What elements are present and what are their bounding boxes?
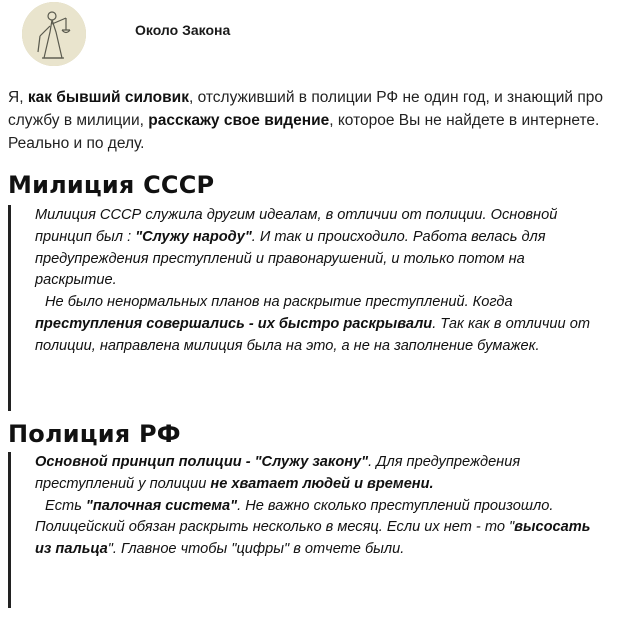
quote-paragraph [35, 496, 608, 561]
quote-block-rf [8, 452, 608, 608]
themis-statue-icon [22, 2, 86, 66]
quote-text: ". Главное чтобы "цифры" в отчете были. [107, 541, 405, 558]
quote-bold: преступления совершались - их быстро раскрывали [35, 315, 433, 332]
quote-paragraph [35, 452, 608, 496]
quote-text: . И так и происходило. Работа велась для предупреждения преступлений и правонарушений, и только потом на раскрытие. [35, 228, 546, 289]
quote-text: Есть [45, 497, 86, 514]
quote-block-ussr [8, 205, 608, 411]
intro-text: Я, [8, 89, 28, 106]
intro-text: , отслуживший в полиции РФ не один год, и знающий про службу в милиции, [8, 89, 603, 129]
quote-bold: высосать из пальца [35, 519, 591, 558]
quote-bold: "Служу народу" [135, 228, 252, 245]
quote-paragraph [35, 205, 608, 292]
intro-bold: как бывший силовик [27, 89, 189, 106]
author-name[interactable]: Около Закона [135, 22, 231, 38]
section-heading-ussr: Милиция СССР [8, 171, 215, 199]
quote-bold: не хватает людей и времени. [210, 475, 434, 492]
section-heading-rf: Полиция РФ [8, 420, 181, 448]
quote-paragraph [35, 292, 608, 357]
intro-bold: расскажу свое видение [148, 112, 330, 129]
quote-text: Не было ненормальных планов на раскрытие преступлений. Когда [45, 294, 513, 311]
intro-paragraph [8, 86, 614, 154]
quote-text: . Так как в отличии от полиции, направлена милиция была на это, а не на заполнение бумажек. [35, 315, 590, 354]
quote-text: . Не важно сколько преступлений произошло. Полицейский обязан раскрыть несколько в месяц. Если их нет - то " [35, 497, 554, 536]
quote-bold: "палочная система" [85, 497, 238, 514]
author-header [0, 0, 620, 70]
intro-text: , которое Вы не найдете в интернете. Реально и по делу. [8, 112, 600, 152]
quote-text: Милиция СССР служила другим идеалам, в отличии от полиции. Основной принцип был : [35, 207, 558, 245]
avatar[interactable] [22, 2, 86, 66]
quote-text: . Для предупреждения преступлений у полиции [35, 454, 521, 492]
quote-bold: Основной принцип полиции - "Служу закону" [35, 454, 369, 470]
